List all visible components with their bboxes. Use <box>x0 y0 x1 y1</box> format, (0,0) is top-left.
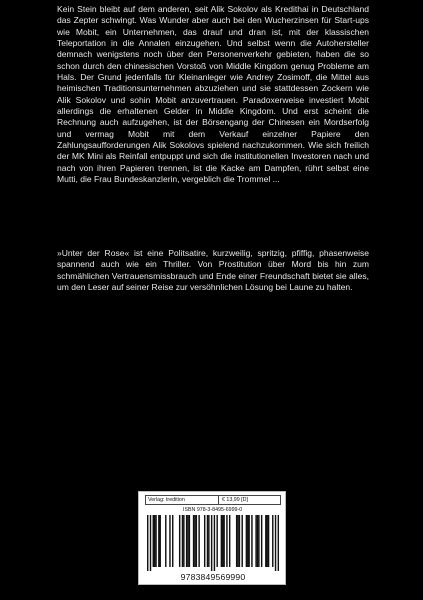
barcode-bar <box>258 515 259 567</box>
barcode-label <box>138 491 286 585</box>
barcode-bar <box>275 515 276 571</box>
barcode-bar <box>194 515 195 567</box>
barcode-bar <box>278 515 279 571</box>
price-text: € 13,99 [D] <box>222 497 248 503</box>
blurb-paragraph-1: Kein Stein bleibt auf dem anderen, seit Alik Sokolov als Kredithai in Deutschland das Zepter schwingt. Was Wunder aber auch bei den Wucherzinsen für Start-ups wie Mobit, ein Unternehmen, das drauf und dran ist, mit der klassischen Teleportation in die Annalen einzugehen. Und selbst wenn die Autohersteller demnach wenigstens noch über den Personenverkehr gebieten, haben die so schon durch den chinesischen Vorstoß von Middle Kingdom genug Probleme am Hals. Der Grund jedenfalls für Kleinanleger wie Andrey Zosimoff, die Mittel aus heimischen Traditionsunternehmen abzuziehen und sie stattdessen Zockern wie Alik Sokolov und sohin Mobit anzuvertrauen. Paradoxerweise investiert Mobit allerdings die erhaltenen Gelder in Middle Kingdom. Und erst scheint die Rechnung auch aufzugehen, ist der Börsengang der Chinesen ein Mordserfolg und vermag Mobit mit dem Verkauf einzelner Papiere den Zahlungsaufforderungen Alik Sokolovs spielend nachzukommen. Wie sich freilich der MK Mini als Reinfall entpuppt und sich die institutionellen Investoren nach und nach von ihren Papieren trennen, ist die Kacke am Dampfen, rührt selbst eine Mutti, die Frau Bundeskanzlerin, vergeblich die Trommel ... <box>57 4 369 185</box>
barcode-bar <box>153 515 154 567</box>
blurb-paragraph-2: »Unter der Rose« ist eine Politsatire, kurzweilig, spritzig, pfiffig, phasenweise spannend auch wie ein Thriller. Von Prostitution über Mord bis hin zum schmählichen Vertrauensmissbrauch und Ende einer Freundschaft bietet sie alles, um den Leser auf seiner Reise zur versöhnlichen Lösung bei Laune zu halten. <box>57 248 369 293</box>
barcode-bar <box>268 515 269 567</box>
barcode-bar <box>222 515 223 567</box>
barcode-bar <box>261 515 262 567</box>
barcode-bar <box>155 515 156 567</box>
barcode-bar <box>251 515 252 567</box>
barcode-bar <box>158 515 159 567</box>
barcode-bar <box>241 515 242 567</box>
barcode-bar <box>257 515 258 567</box>
barcode-bar <box>196 515 197 567</box>
price-row <box>145 495 281 505</box>
barcode-bar <box>189 515 190 567</box>
barcode-bar <box>221 515 222 567</box>
barcode-bar <box>187 515 188 567</box>
ean-text: 9783849569990 <box>180 572 246 582</box>
barcode-bar <box>160 515 161 567</box>
barcode-bar <box>226 515 227 567</box>
barcode-bar <box>272 515 273 567</box>
barcode-bar <box>237 515 238 567</box>
barcode-bar <box>172 515 173 567</box>
barcode-bar <box>265 515 266 567</box>
barcode-bar <box>247 515 248 567</box>
barcode-bar <box>211 515 212 571</box>
isbn-text: ISBN 978-3-8495-6999-0 <box>183 507 243 513</box>
barcode-bar <box>154 515 155 567</box>
barcode-bar <box>229 515 230 567</box>
barcode-icon <box>147 515 279 571</box>
barcode-bar <box>186 515 187 567</box>
barcode-bar <box>165 515 166 567</box>
barcode-bar <box>216 515 217 567</box>
barcode-bar <box>255 515 256 567</box>
barcode-bar <box>207 515 208 567</box>
barcode-bar <box>266 515 267 567</box>
barcode-bar <box>150 515 151 571</box>
barcode-bar <box>193 515 194 567</box>
barcode-bar <box>183 515 184 567</box>
barcode-bar <box>147 515 148 571</box>
barcode-bar <box>169 515 170 567</box>
barcode-bar <box>179 515 180 567</box>
barcode-bar <box>198 515 199 567</box>
barcode-bar <box>214 515 215 571</box>
barcode-bar <box>246 515 247 567</box>
barcode-bar <box>239 515 240 567</box>
publisher-text: Verlag: tredition <box>146 496 219 504</box>
barcode-bar <box>204 515 205 567</box>
barcode-bar <box>236 515 237 567</box>
barcode-bar <box>182 515 183 567</box>
barcode-bar <box>248 515 249 567</box>
barcode-bar <box>208 515 209 567</box>
barcode-bar <box>223 515 224 567</box>
